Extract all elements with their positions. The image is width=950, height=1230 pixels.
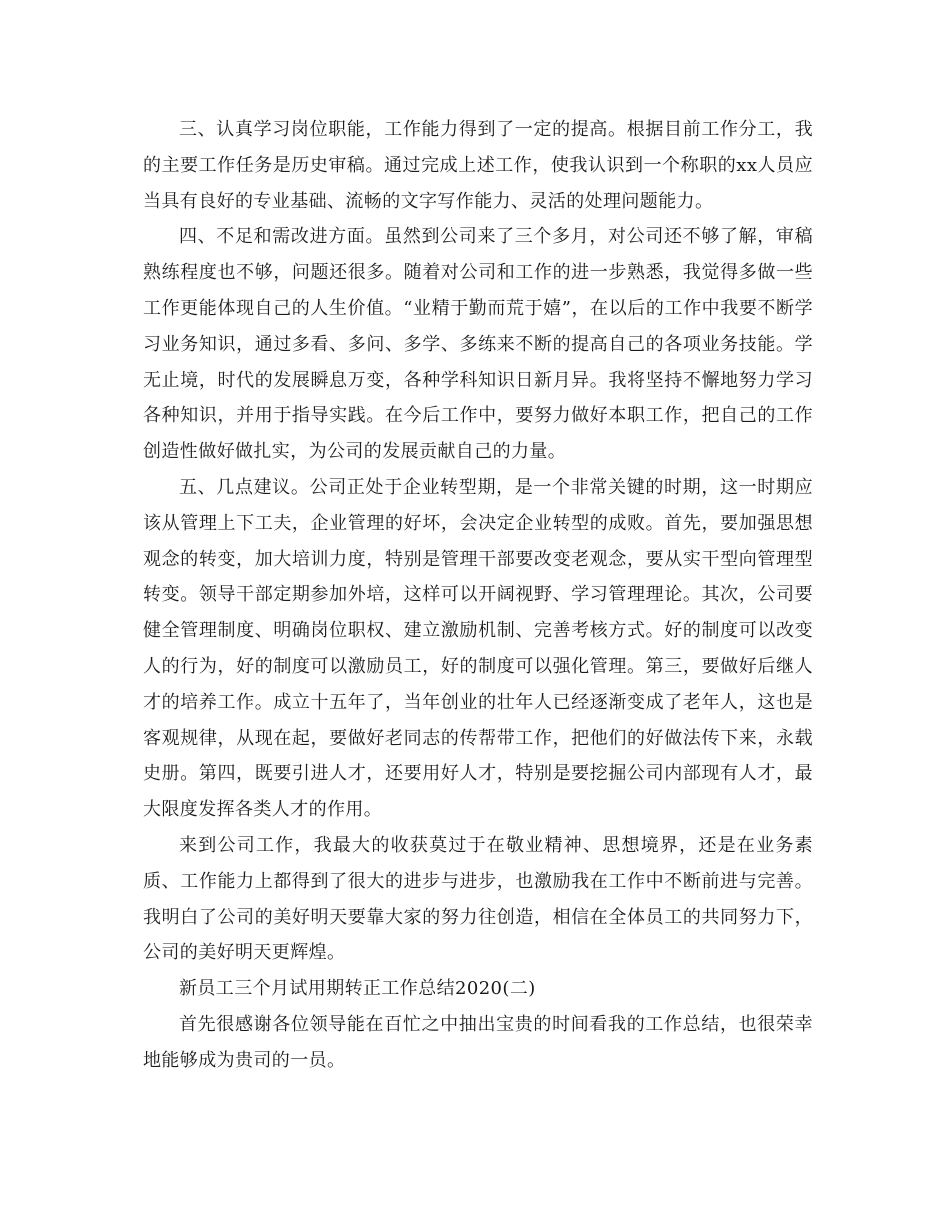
paragraph-study-duties: 三、认真学习岗位职能，工作能力得到了一定的提高。根据目前工作分工，我的主要工作任务是历史审稿。通过完成上述工作，使我认识到一个称职的xx人员应当具有良好的专业基础、流畅的文字写作能力、灵活的处理问题能力。 [143,119,813,212]
paragraph-shortcomings: 四、不足和需改进方面。虽然到公司来了三个多月，对公司还不够了解，审稿熟练程度也不够，问题还很多。随着对公司和工作的进一步熟悉，我觉得多做一些工作更能体现自己的人生价值。“业精于勤而荒于嬉”，在以后的工作中我要不断学习业务知识，通过多看、多问、多学、多练来不断的提高自己的各项业务技能。学无止境，时代的发展瞬息万变，各种学科知识日新月异。我将坚持不懈地努力学习各种知识，并用于指导实践。在今后工作中，要努力做好本职工作，把自己的工作创造性做好做扎实，为公司的发展贡献自己的力量。 [143,226,813,463]
document-body [143,112,813,1079]
paragraph-gains: 来到公司工作，我最大的收获莫过于在敬业精神、思想境界，还是在业务素质、工作能力上都得到了很大的进步与进步，也激励我在工作中不断前进与完善。我明白了公司的美好明天要靠大家的努力往创造，相信在全体员工的共同努力下，公司的美好明天更辉煌。 [143,834,813,964]
section-heading: 新员工三个月试用期转正工作总结2020(二) [179,978,536,1000]
paragraph-thanks: 首先很感谢各位领导能在百忙之中抽出宝贵的时间看我的工作总结，也很荣幸地能够成为贵司的一员。 [143,1013,813,1071]
paragraph-suggestions: 五、几点建议。公司正处于企业转型期，是一个非常关键的时期，这一时期应该从管理上下工夫，企业管理的好坏，会决定企业转型的成败。首先，要加强思想观念的转变，加大培训力度，特别是管理干部要改变老观念，要从实干型向管理型转变。领导干部定期参加外培，这样可以开阔视野、学习管理理论。其次，公司要健全管理制度、明确岗位职权、建立激励机制、完善考核方式。好的制度可以改变人的行为，好的制度可以激励员工，好的制度可以强化管理。第三，要做好后继人才的培养工作。成立十五年了，当年创业的壮年人已经逐渐变成了老年人，这也是客观规律，从现在起，要做好老同志的传帮带工作，把他们的好做法传下来，永载史册。第四，既要引进人才，还要用好人才，特别是要挖掘公司内部现有人才，最大限度发挥各类人才的作用。 [143,476,813,821]
